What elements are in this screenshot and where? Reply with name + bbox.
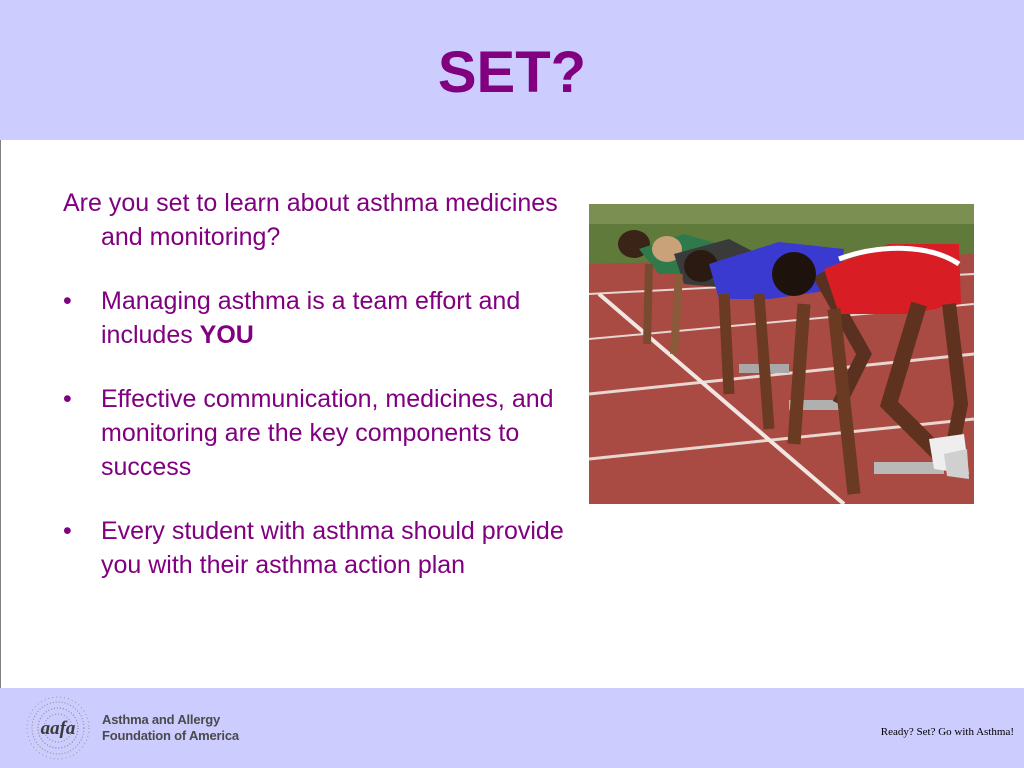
bullet-item — [63, 514, 583, 582]
sprinters-starting-blocks-photo — [589, 204, 974, 504]
header-band — [0, 0, 1024, 140]
footer-note: Ready? Set? Go with Asthma! — [880, 726, 1014, 738]
bullet-dot: • — [63, 385, 72, 413]
bullet-text: Every student with asthma should provide you with their asthma action plan — [101, 517, 564, 579]
logo-line-1: Asthma and Allergy — [102, 712, 221, 727]
intro-text: Are you set to learn about asthma medicines and monitoring? — [63, 189, 558, 251]
bullet-dot: • — [63, 517, 72, 545]
bullet-bold-text: YOU — [199, 321, 254, 349]
bullet-item — [63, 284, 583, 352]
bullet-text: Effective communication, medicines, and monitoring are the key components to success — [101, 385, 554, 481]
logo-text — [102, 712, 239, 744]
logo-line-2: Foundation of America — [102, 728, 239, 743]
bullet-dot: • — [63, 287, 72, 315]
footer-band — [0, 688, 1024, 768]
svg-text:aafa: aafa — [40, 718, 76, 739]
text-block — [63, 186, 583, 612]
sprinters-photo — [589, 204, 974, 504]
bullet-text: Managing asthma is a team effort and includes — [101, 287, 521, 349]
slide-content — [0, 140, 1024, 688]
slide-title: SET? — [437, 40, 587, 105]
bullet-item — [63, 382, 583, 484]
aafa-logo-icon — [22, 694, 94, 762]
